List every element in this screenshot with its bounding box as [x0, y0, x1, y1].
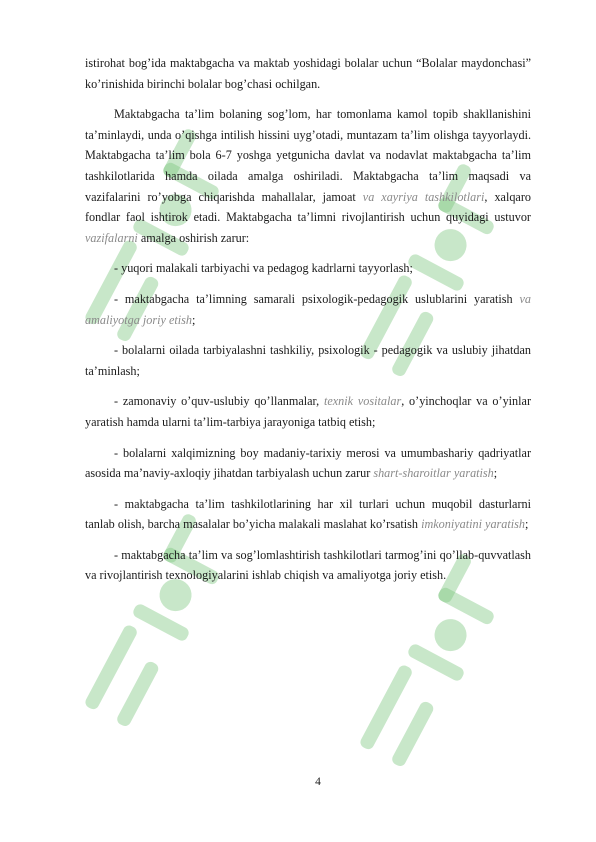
list-item — [85, 545, 531, 586]
highlighted-phrase: texnik vositalar — [323, 394, 402, 409]
list-item — [85, 289, 531, 330]
text-segment: - yuqori malakali tarbiyachi va pedagog kadrlarni tayyorlash; — [114, 261, 413, 276]
text-segment: Maktabgacha ta’lim bolaning sog’lom, har tomonlama kamol topib shakllanishini ta’minlaydi, unda o’qishga intilish hissini uyg’otadi, muntazam ta’lim olishga tayyorlaydi. Maktabgacha ta’lim bola 6-7 yoshga yetgunicha davlat va nodavlat maktabgacha ta’lim tashkilotlarida hamda oilada amalga oshiriladi. Maktabgacha ta’lim maqsadi va vazifalarini ro’yobga chiqarishda mahallalar, jamoat — [85, 107, 531, 204]
highlighted-phrase: va xayriya tashkilotlari — [362, 189, 485, 204]
text-segment: istirohat bog’ida maktabgacha va maktab yoshidagi bolalar uchun “Bolalar maydonchasi” ko’rinishida birinchi bolalar bog’chasi ochilgan. — [85, 56, 531, 91]
text-segment: amalga oshirish zarur: — [137, 230, 250, 245]
list-item — [85, 340, 531, 381]
highlighted-phrase: va amaliyotga joriy etish — [85, 291, 531, 327]
highlighted-phrase: vazifalarni — [85, 230, 138, 245]
highlighted-phrase: shart-sharoitlar yaratish — [373, 466, 494, 481]
highlighted-phrase: imkoniyatini yaratish — [421, 517, 525, 532]
text-segment: , xalqaro fondlar faol ishtirok etadi. Maktabgacha ta’limni rivojlantirish uchun quyidagi ustuvor — [85, 189, 531, 225]
page-number: 4 — [315, 776, 321, 788]
paragraph — [85, 53, 531, 94]
list-item — [85, 494, 531, 535]
text-segment: - zamonaviy o’quv-uslubiy qo’llanmalar, — [114, 394, 324, 409]
text-segment: - maktabgacha ta’limning samarali psixologik-pedagogik uslublarini yaratish — [114, 291, 520, 306]
list-item — [85, 391, 531, 432]
body-text — [85, 53, 531, 596]
text-segment: ; — [493, 466, 498, 481]
list-item — [85, 443, 531, 484]
list-item — [85, 258, 531, 279]
text-segment: ; — [191, 312, 196, 327]
paragraph — [85, 104, 531, 248]
text-segment: - bolalarni xalqimizning boy madaniy-tarixiy merosi va umumbashariy qadriyatlar asosida ma’naviy-axloqiy jihatdan tarbiyalash uchun zarur — [85, 445, 531, 481]
text-segment: ; — [524, 517, 529, 532]
text-segment: - maktabgacha ta’lim tashkilotlarining har xil turlari uchun muqobil dasturlarni tanlab olish, barcha masalalar bo’yicha malakali maslahat ko’rsatish — [85, 496, 531, 532]
text-segment: - maktabgacha ta’lim va sog’lomlashtirish tashkilotlari tarmog’ini qo’llab-quvvatlash va rivojlantirish texnologiyalarini ishlab chiqish va amaliyotga joriy etish. — [85, 547, 531, 583]
text-segment: - bolalarni oilada tarbiyalashni tashkiliy, psixologik - pedagogik va uslubiy jihatdan ta’minlash; — [85, 343, 531, 378]
text-segment: , o’yinchoqlar va o’yinlar yaratish hamda ularni ta’lim-tarbiya jarayoniga tatbiq etish; — [85, 394, 531, 429]
